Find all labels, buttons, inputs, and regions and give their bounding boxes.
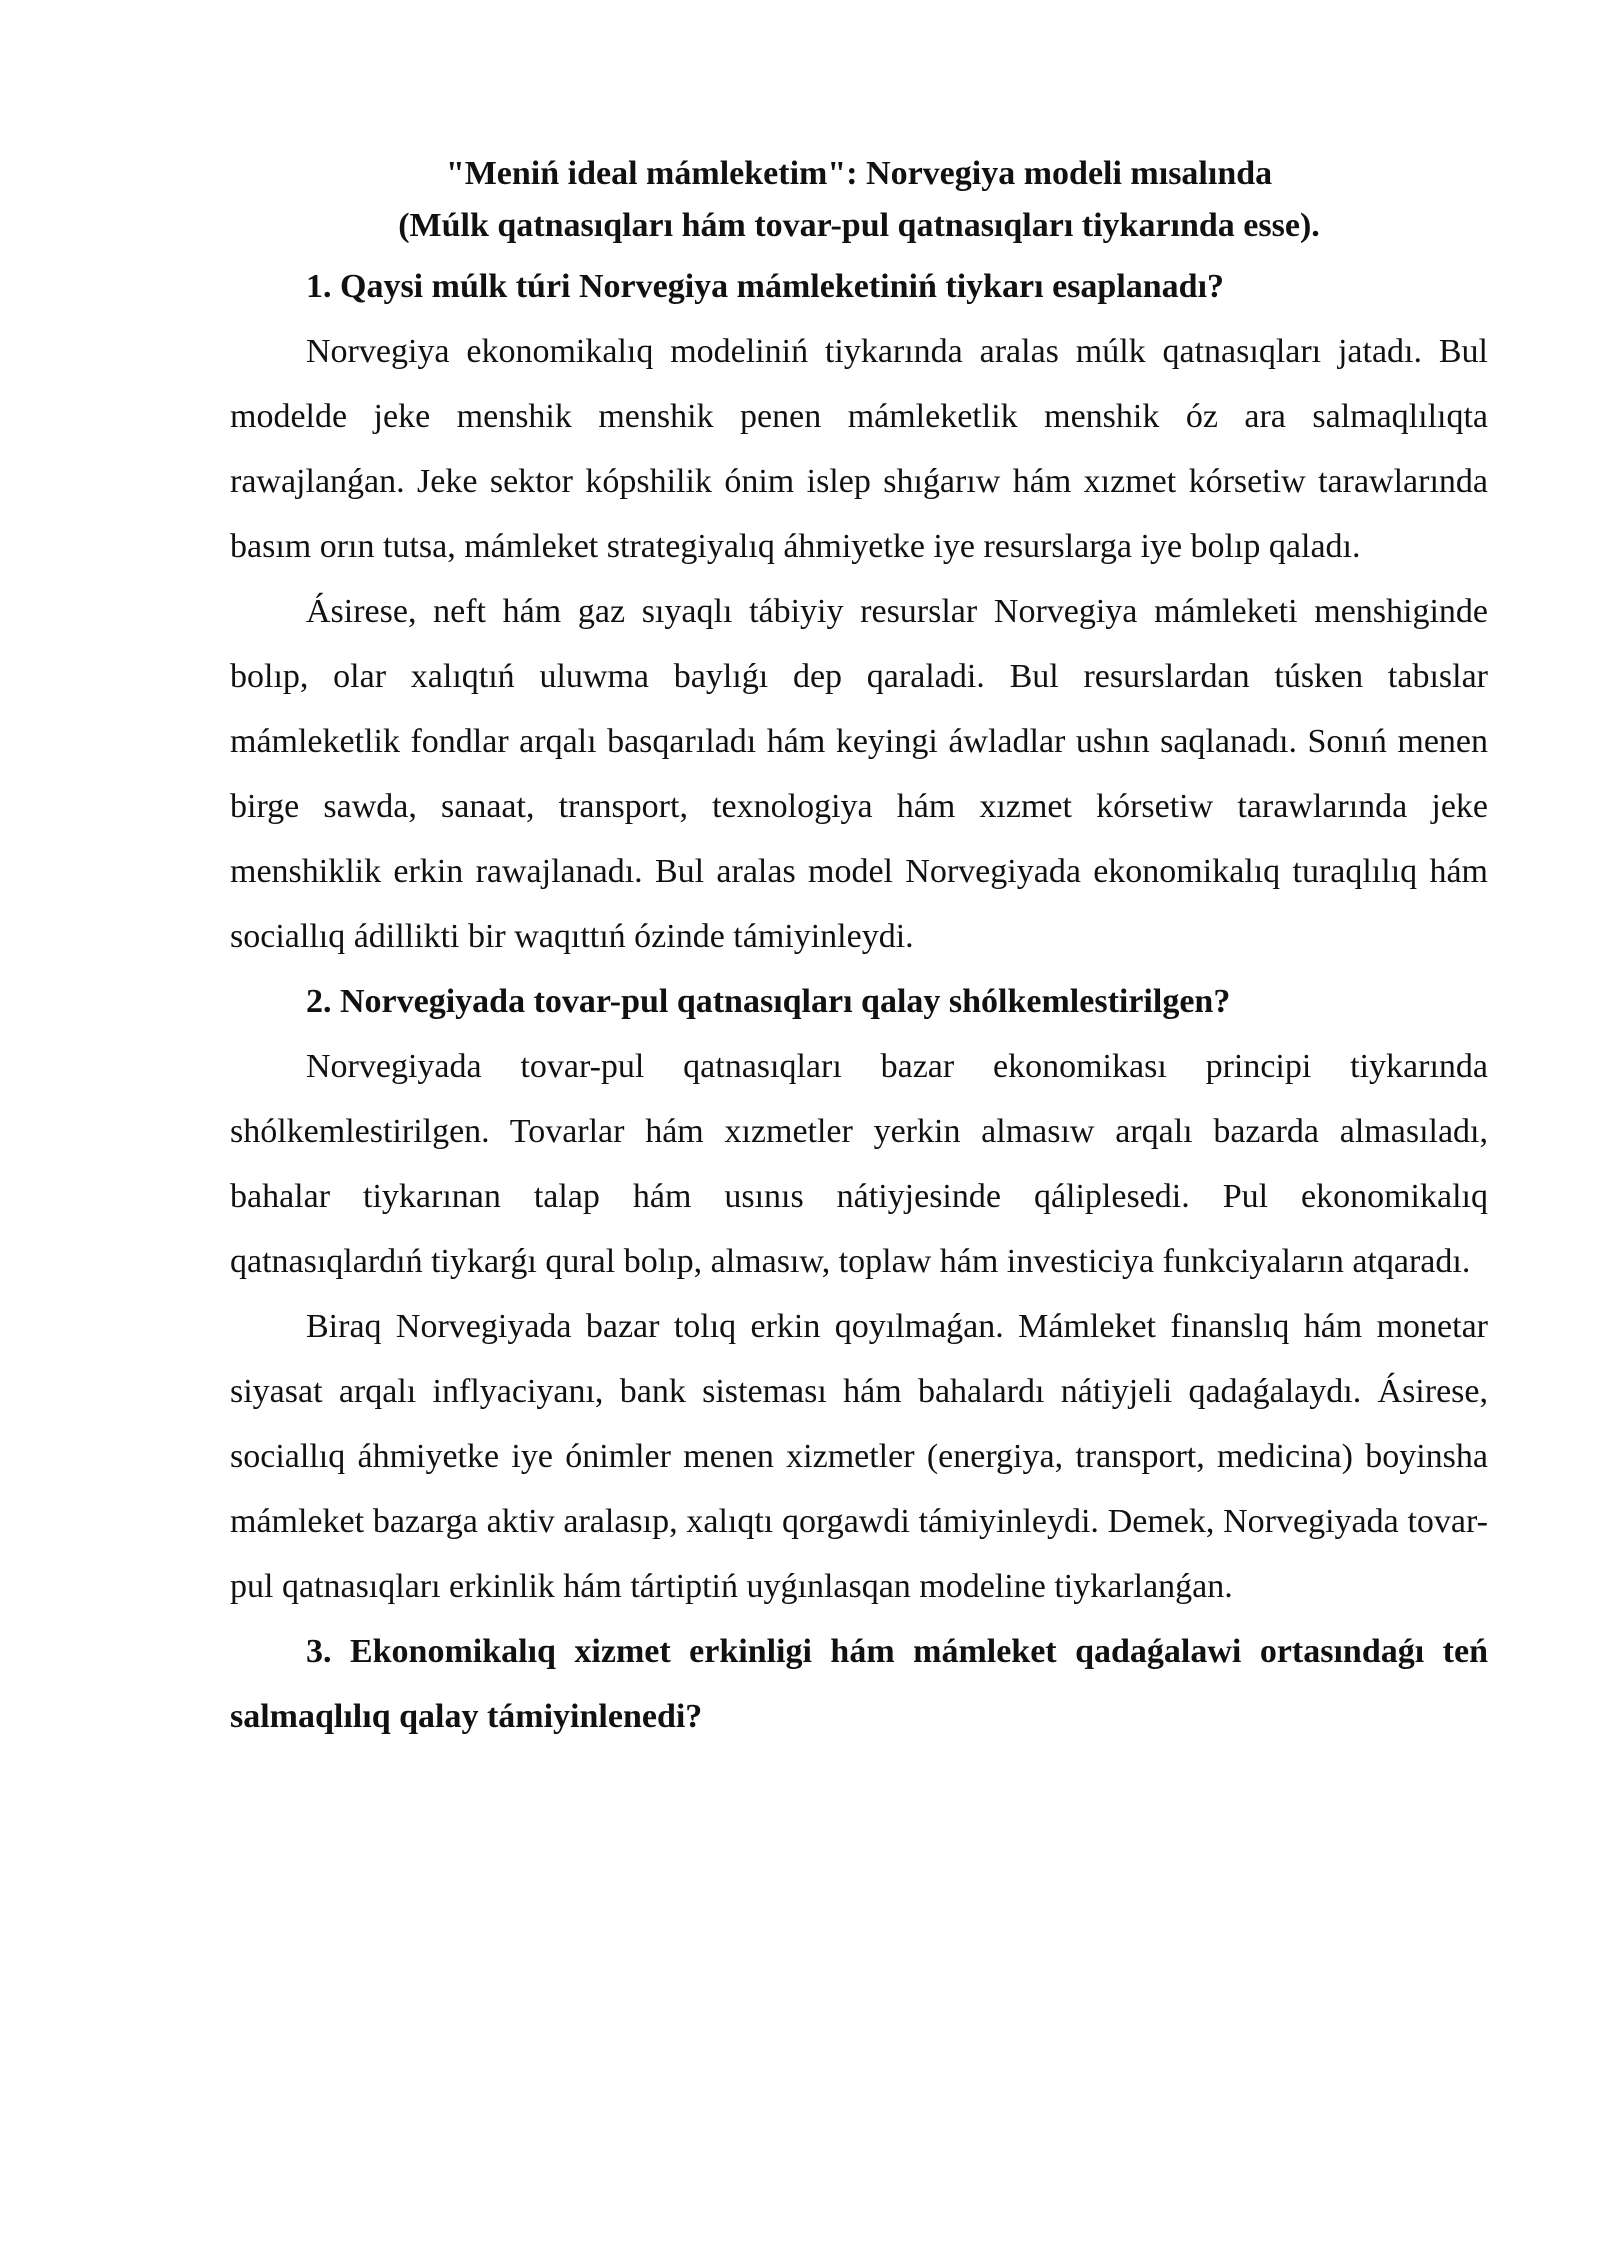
section-2: [230, 969, 1488, 1619]
document-subtitle: (Múlk qatnasıqları hám tovar-pul qatnasıqları tiykarında esse).: [398, 207, 1320, 244]
section-heading: 2. Norvegiyada tovar-pul qatnasıqları qalay shólkemlestirilgen?: [306, 983, 1231, 1020]
paragraph: Norvegiyada tovar-pul qatnasıqları bazar ekonomikası principi tiykarında shólkemlestirilgen. Tovarlar hám xızmetler yerkin almasıw arqalı bazarda almasıladı, bahalar tiykarınan talap hám usınıs nátiyjesinde qáliplesedi. Pul ekonomikalıq qatnasıqlardıń tiykarǵı qural bolıp, almasıw, toplaw hám investiciya funkciyaların atqaradı.: [230, 1048, 1488, 1280]
section-3: [230, 1619, 1488, 1749]
section-heading: 3. Ekonomikalıq xizmet erkinligi hám mámleket qadaǵalawi ortasındaǵı teń salmaqlılıq qalay támiyinlenedi?: [230, 1633, 1488, 1735]
document-title: "Meniń ideal mámleketim": Norvegiya modeli mısalında: [445, 155, 1273, 192]
document-page: [230, 148, 1488, 1749]
title-block: [230, 148, 1488, 252]
section-heading: 1. Qaysi múlk túri Norvegiya mámleketiniń tiykarı esaplanadı?: [306, 268, 1225, 305]
paragraph: Biraq Norvegiyada bazar tolıq erkin qoyılmaǵan. Mámleket finanslıq hám monetar siyasat arqalı inflyaciyanı, bank sisteması hám bahalardı nátiyjeli qadaǵalaydı. Ásirese, sociallıq áhmiyetke iye ónimler menen xizmetler (energiya, transport, medicina) boyinsha mámleket bazarga aktiv aralasıp, xalıqtı qorgawdi támiyinleydi. Demek, Norvegiyada tovar-pul qatnasıqları erkinlik hám tártiptiń uyǵınlasqan modeline tiykarlanǵan.: [230, 1308, 1488, 1605]
paragraph: Ásirese, neft hám gaz sıyaqlı tábiyiy resurslar Norvegiya mámleketi menshiginde bolıp, olar xalıqtıń uluwma baylıǵı dep qaraladi. Bul resurslardan túsken tabıslar mámleketlik fondlar arqalı basqarıladı hám keyingi áwladlar ushın saqlanadı. Sonıń menen birge sawda, sanaat, transport, texnologiya hám xızmet kórsetiw tarawlarında jeke menshiklik erkin rawajlanadı. Bul aralas model Norvegiyada ekonomikalıq turaqlılıq hám sociallıq ádillikti bir waqıttıń ózinde támiyinleydi.: [230, 593, 1488, 955]
paragraph: Norvegiya ekonomikalıq modeliniń tiykarında aralas múlk qatnasıqları jatadı. Bul modelde jeke menshik menshik penen mámleketlik menshik óz ara salmaqlılıqta rawajlanǵan. Jeke sektor kópshilik ónim islep shıǵarıw hám xızmet kórsetiw tarawlarında basım orın tutsa, mámleket strategiyalıq áhmiyetke iye resurslarga iye bolıp qaladı.: [230, 333, 1488, 565]
section-1: [230, 254, 1488, 969]
